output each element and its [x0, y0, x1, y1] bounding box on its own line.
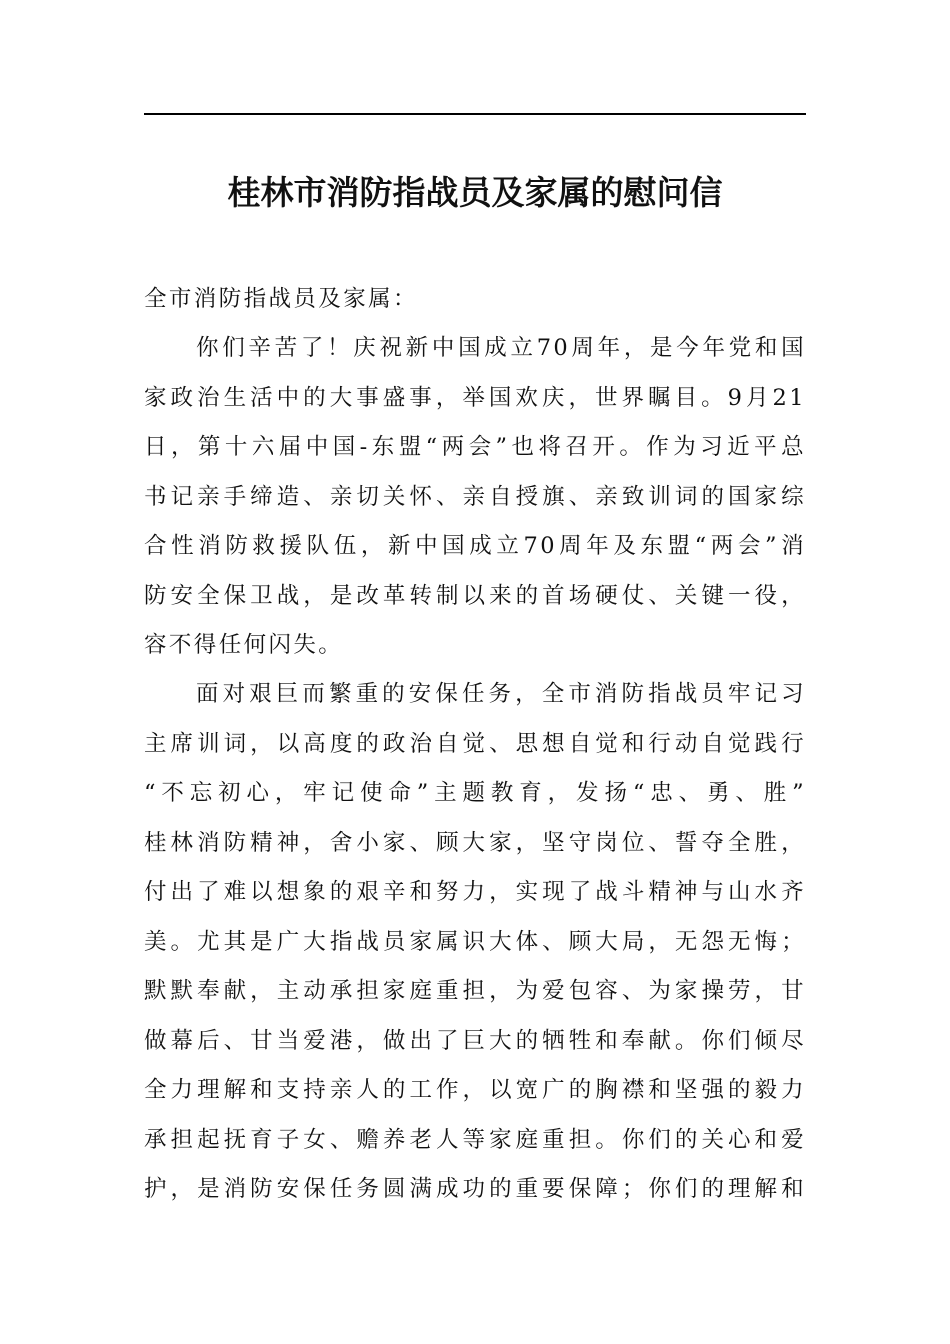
- letter-title: 桂林市消防指战员及家属的慰问信: [227, 173, 723, 212]
- paragraph-line: 默默奉献，主动承担家庭重担，为爱包容、为家操劳，甘: [144, 978, 806, 1004]
- paragraph-line: 护，是消防安保任务圆满成功的重要保障；你们的理解和: [144, 1176, 806, 1202]
- paragraph-line: 防安全保卫战，是改革转制以来的首场硬仗、关键一役，: [144, 582, 806, 609]
- paragraph-line: 容不得任何闪失。: [144, 632, 344, 658]
- paragraph-line: 美。尤其是广大指战员家属识大体、顾大局，无怨无悔；: [144, 928, 806, 955]
- paragraph-line: 全力理解和支持亲人的工作，以宽广的胸襟和坚强的毅力: [144, 1077, 806, 1103]
- paragraph-line: 家政治生活中的大事盛事，举国欢庆，世界瞩目。9月21: [144, 384, 806, 411]
- paragraph-line: 承担起抚育子女、赡养老人等家庭重担。你们的关心和爱: [144, 1126, 806, 1153]
- paragraph-2: [144, 670, 806, 1215]
- paragraph-line: 书记亲手缔造、亲切关怀、亲自授旗、亲致训词的国家综: [144, 483, 806, 510]
- header-rule: [144, 113, 806, 115]
- paragraph-line: 合性消防救援队伍，新中国成立70周年及东盟“两会”消: [144, 533, 806, 559]
- paragraph-line: 日，第十六届中国-东盟“两会”也将召开。作为习近平总: [144, 434, 806, 460]
- paragraph-line: 主席训词，以高度的政治自觉、思想自觉和行动自觉践行: [144, 730, 806, 757]
- paragraph-line: 你们辛苦了！庆祝新中国成立70周年，是今年党和国: [196, 335, 806, 361]
- letter-salutation: 全市消防指战员及家属：: [144, 286, 418, 312]
- paragraph-1: [144, 324, 806, 671]
- paragraph-line: 面对艰巨而繁重的安保任务，全市消防指战员牢记习: [196, 681, 806, 707]
- paragraph-line: “不忘初心，牢记使命”主题教育，发扬“忠、勇、胜”: [144, 780, 806, 806]
- paragraph-line: 做幕后、甘当爱港，做出了巨大的牺牲和奉献。你们倾尽: [144, 1027, 806, 1054]
- paragraph-line: 付出了难以想象的艰辛和努力，实现了战斗精神与山水齐: [144, 879, 806, 905]
- paragraph-line: 桂林消防精神，舍小家、顾大家，坚守岗位、誓夺全胜，: [144, 829, 806, 856]
